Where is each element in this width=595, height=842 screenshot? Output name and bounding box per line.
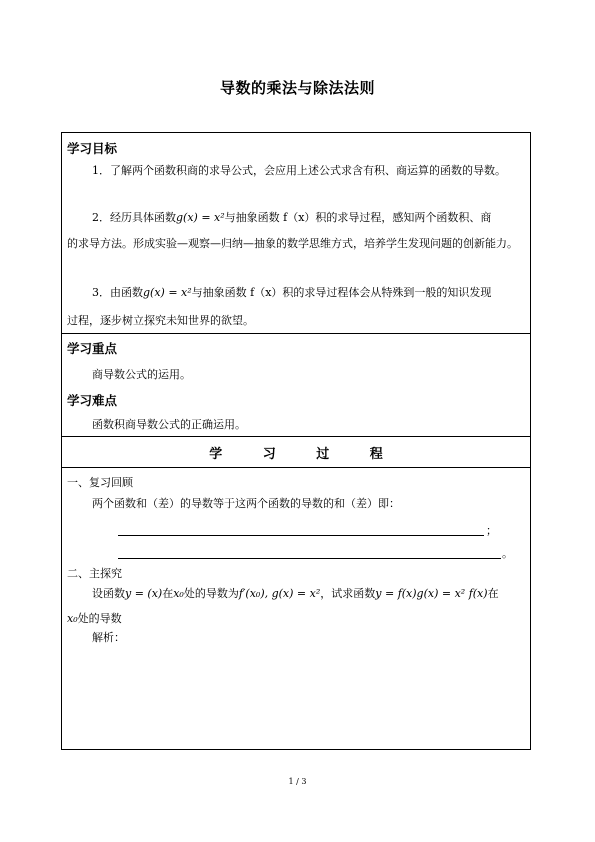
- objective-item-3-math: g(x) = x²: [143, 286, 192, 299]
- objective-item-3: [67, 281, 520, 305]
- q-text-1: 设函数: [92, 587, 125, 600]
- difficulties-text: 函数积商导数公式的正确运用。: [92, 418, 246, 431]
- review-text: 两个函数和（差）的导数等于这两个函数的导数的和（差）即：: [92, 497, 400, 510]
- divider: [62, 467, 530, 468]
- keypoints-text: 商导数公式的运用。: [92, 368, 191, 381]
- objective-item-2: [67, 206, 520, 230]
- process-heading: 学 习 过 程: [209, 447, 401, 462]
- blank-2-punct: 。: [502, 547, 513, 560]
- keypoints-heading: 学习重点: [67, 341, 118, 356]
- q-text-3: 处的导数为: [183, 587, 239, 600]
- q-math-3: f′(x₀), g(x) = x²: [238, 587, 321, 600]
- fill-blank-line-1: [118, 535, 484, 536]
- q-text-6: 处的导数: [77, 612, 122, 625]
- q-math-1: y = (x): [125, 587, 163, 600]
- q-math-5: x₀: [67, 612, 78, 625]
- review-heading: 一、复习回顾: [67, 476, 133, 489]
- q-math-2: x₀: [173, 587, 184, 600]
- q-text-5: 在: [487, 587, 499, 600]
- objectives-heading: 学习目标: [67, 141, 118, 156]
- q-text-2: 在: [162, 587, 174, 600]
- objective-item-3-continued: 过程，逐步树立探究未知世界的欲望。: [67, 314, 254, 327]
- page-title: 导数的乘法与除法法则: [219, 79, 375, 97]
- objective-item-2-continued: 的求导方法。形成实验—观察—归纳—抽象的数学思维方式，培养学生发现问题的创新能力。: [67, 237, 518, 250]
- explore-question-line-1: [92, 585, 499, 601]
- fill-blank-line-2: [118, 558, 501, 559]
- divider: [62, 436, 530, 437]
- objective-item-1: 1．了解两个函数积商的求导公式，会应用上述公式求含有积、商运算的函数的导数。: [92, 164, 506, 177]
- analysis-label: 解析：: [92, 631, 125, 644]
- page-number: 1 / 3: [288, 777, 307, 786]
- explore-question-line-2: [67, 610, 122, 626]
- objective-item-2-math: g(x) = x²: [176, 211, 225, 224]
- q-math-4: y = f(x)g(x) = x² f(x): [375, 587, 488, 600]
- objective-item-3-post: 与抽象函数 f（x）积的求导过程体会从特殊到一般的知识发现: [191, 286, 492, 299]
- objective-item-3-pre: 3．由函数: [92, 286, 143, 299]
- divider: [62, 333, 530, 334]
- explore-heading: 二、主探究: [67, 567, 122, 580]
- objective-item-2-pre: 2．经历具体函数: [92, 211, 176, 224]
- objective-item-2-post: 与抽象函数 f（x）积的求导过程，感知两个函数积、商: [224, 211, 492, 224]
- lesson-table: [61, 132, 531, 750]
- q-text-4: ，试求函数: [320, 587, 376, 600]
- difficulties-heading: 学习难点: [67, 393, 118, 408]
- blank-1-punct: ；: [486, 524, 497, 537]
